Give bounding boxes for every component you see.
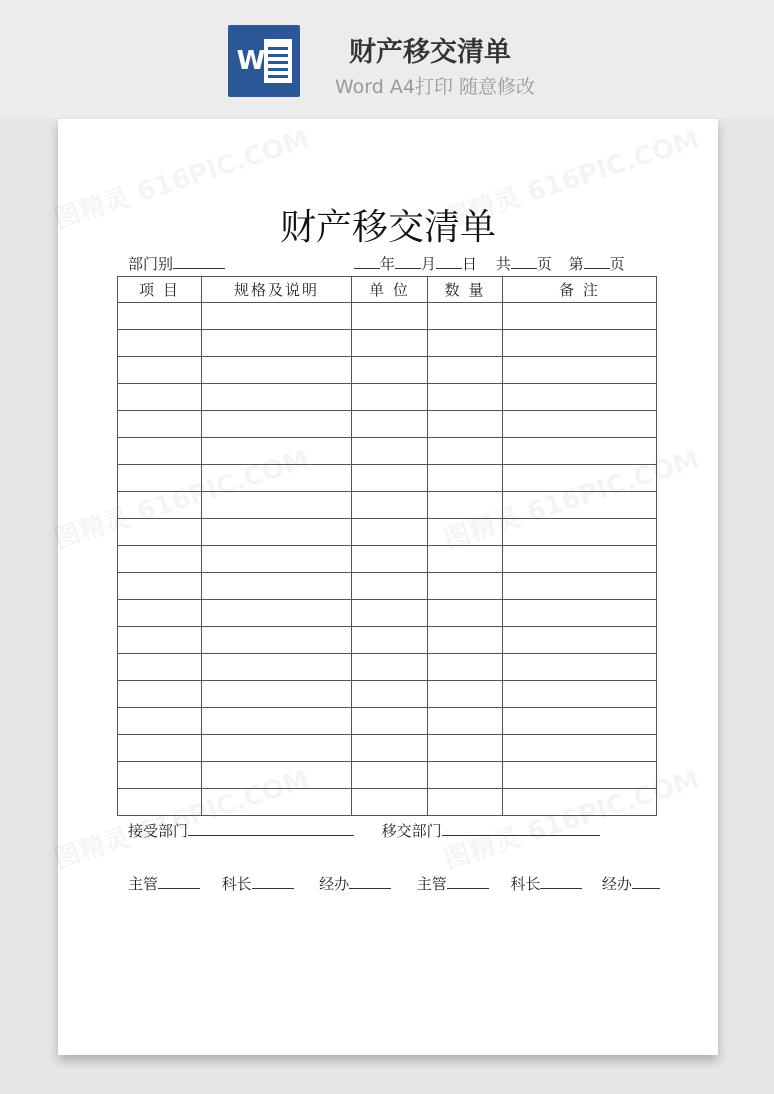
table-cell[interactable]	[503, 627, 657, 654]
table-cell[interactable]	[202, 330, 352, 357]
dept-blank[interactable]	[173, 253, 225, 269]
header-banner	[0, 0, 774, 118]
table-cell[interactable]	[428, 465, 503, 492]
table-cell[interactable]	[428, 573, 503, 600]
table-cell[interactable]	[352, 762, 428, 789]
table-cell[interactable]	[118, 735, 202, 762]
table-cell[interactable]	[202, 519, 352, 546]
no-blank[interactable]	[584, 253, 610, 269]
department-field	[128, 253, 225, 273]
table-cell[interactable]	[352, 654, 428, 681]
table-cell[interactable]	[352, 789, 428, 816]
table-cell[interactable]	[352, 735, 428, 762]
table-cell[interactable]	[428, 303, 503, 330]
table-cell[interactable]	[428, 681, 503, 708]
supervisor-blank[interactable]	[158, 873, 200, 889]
table-cell[interactable]	[352, 546, 428, 573]
table-cell[interactable]	[503, 708, 657, 735]
table-cell[interactable]	[352, 600, 428, 627]
table-cell[interactable]	[428, 438, 503, 465]
supervisor-blank-2[interactable]	[447, 873, 489, 889]
section-chief-label: 科长	[221, 875, 252, 893]
table-cell[interactable]	[428, 330, 503, 357]
table-cell[interactable]	[118, 654, 202, 681]
table-cell[interactable]	[503, 303, 657, 330]
table-row	[118, 384, 657, 411]
table-row	[118, 357, 657, 384]
table-cell[interactable]	[503, 519, 657, 546]
table-cell[interactable]	[118, 357, 202, 384]
supervisor-label: 主管	[128, 875, 159, 893]
day-label: 日	[462, 255, 478, 273]
table-cell[interactable]	[202, 762, 352, 789]
table-cell[interactable]	[503, 465, 657, 492]
table-row	[118, 465, 657, 492]
table-cell[interactable]	[352, 573, 428, 600]
table-cell[interactable]	[503, 735, 657, 762]
table-row	[118, 438, 657, 465]
table-cell[interactable]	[503, 654, 657, 681]
table-row	[118, 789, 657, 816]
table-cell[interactable]	[503, 789, 657, 816]
table-cell[interactable]	[118, 789, 202, 816]
table-cell[interactable]	[202, 546, 352, 573]
document-page	[58, 119, 718, 1055]
table-cell[interactable]	[202, 735, 352, 762]
table-cell[interactable]	[118, 465, 202, 492]
table-row	[118, 330, 657, 357]
table-cell[interactable]	[118, 438, 202, 465]
transfer-table	[117, 276, 657, 816]
handler-label-2: 经办	[601, 875, 632, 893]
table-cell[interactable]	[428, 546, 503, 573]
table-cell[interactable]	[202, 492, 352, 519]
banner-title: 财产移交清单	[349, 37, 511, 68]
banner-subtitle: Word A4打印 随意修改	[334, 76, 535, 98]
table-cell[interactable]	[202, 600, 352, 627]
signature-row	[128, 873, 660, 894]
table-cell[interactable]	[428, 492, 503, 519]
table-cell[interactable]	[118, 492, 202, 519]
table-cell[interactable]	[503, 681, 657, 708]
table-cell[interactable]	[352, 681, 428, 708]
table-cell[interactable]	[428, 357, 503, 384]
table-cell[interactable]	[202, 303, 352, 330]
section-chief-blank-2[interactable]	[540, 873, 582, 889]
table-cell[interactable]	[503, 411, 657, 438]
col-item: 项 目	[118, 277, 202, 303]
table-cell[interactable]	[118, 330, 202, 357]
table-cell[interactable]	[428, 600, 503, 627]
table-cell[interactable]	[428, 708, 503, 735]
table-cell[interactable]	[118, 303, 202, 330]
word-letter: W	[236, 46, 266, 76]
transfer-dept-label: 移交部门	[381, 822, 442, 840]
table-cell[interactable]	[118, 546, 202, 573]
table-cell[interactable]	[118, 384, 202, 411]
dept-sign-row	[128, 820, 600, 841]
table-row	[118, 303, 657, 330]
table-cell[interactable]	[428, 519, 503, 546]
table-row	[118, 708, 657, 735]
table-cell[interactable]	[202, 384, 352, 411]
table-row	[118, 600, 657, 627]
col-spec: 规格及说明	[202, 277, 352, 303]
document-title: 财产移交清单	[279, 207, 496, 248]
table-cell[interactable]	[428, 411, 503, 438]
table-cell[interactable]	[352, 384, 428, 411]
table-row	[118, 411, 657, 438]
table-cell[interactable]	[503, 384, 657, 411]
table-cell[interactable]	[202, 627, 352, 654]
table-cell[interactable]	[352, 303, 428, 330]
section-chief-blank[interactable]	[252, 873, 294, 889]
table-header-row	[118, 277, 657, 303]
table-cell[interactable]	[352, 627, 428, 654]
table-cell[interactable]	[202, 681, 352, 708]
table-cell[interactable]	[118, 573, 202, 600]
table-row	[118, 762, 657, 789]
day-blank[interactable]	[436, 253, 462, 269]
table-cell[interactable]	[428, 789, 503, 816]
table-cell[interactable]	[202, 357, 352, 384]
table-row	[118, 654, 657, 681]
table-cell[interactable]	[352, 465, 428, 492]
total-blank[interactable]	[511, 253, 537, 269]
table-cell[interactable]	[202, 654, 352, 681]
table-cell[interactable]	[202, 573, 352, 600]
table-cell[interactable]	[503, 762, 657, 789]
table-cell[interactable]	[352, 519, 428, 546]
table-row	[118, 492, 657, 519]
no-label: 第	[568, 255, 584, 273]
table-cell[interactable]	[428, 384, 503, 411]
table-row	[118, 546, 657, 573]
table-cell[interactable]	[202, 708, 352, 735]
table-cell[interactable]	[352, 438, 428, 465]
table-row	[118, 573, 657, 600]
table-cell[interactable]	[352, 411, 428, 438]
table-cell[interactable]	[118, 708, 202, 735]
table-cell[interactable]	[352, 492, 428, 519]
col-unit: 单 位	[352, 277, 428, 303]
table-cell[interactable]	[352, 330, 428, 357]
month-blank[interactable]	[395, 253, 421, 269]
handler-label: 经办	[319, 875, 350, 893]
table-cell[interactable]	[352, 357, 428, 384]
table-cell[interactable]	[118, 681, 202, 708]
table-cell[interactable]	[118, 411, 202, 438]
table-cell[interactable]	[428, 762, 503, 789]
table-cell[interactable]	[503, 573, 657, 600]
dept-label: 部门别	[128, 255, 174, 273]
date-page-field	[354, 253, 625, 273]
transfer-dept-blank[interactable]	[442, 820, 600, 836]
table-row	[118, 735, 657, 762]
table-cell[interactable]	[503, 330, 657, 357]
table-cell[interactable]	[428, 627, 503, 654]
table-cell[interactable]	[202, 438, 352, 465]
table-cell[interactable]	[428, 654, 503, 681]
table-cell[interactable]	[503, 492, 657, 519]
table-cell[interactable]	[503, 546, 657, 573]
year-label: 年	[380, 255, 396, 273]
page-label: 页	[536, 255, 552, 273]
total-label: 共	[495, 255, 511, 273]
table-cell[interactable]	[118, 627, 202, 654]
page-label-2: 页	[609, 255, 625, 273]
table-cell[interactable]	[202, 465, 352, 492]
supervisor-label-2: 主管	[416, 875, 447, 893]
table-row	[118, 627, 657, 654]
table-cell[interactable]	[118, 762, 202, 789]
receive-dept-blank[interactable]	[188, 820, 354, 836]
table-cell[interactable]	[118, 600, 202, 627]
word-icon	[228, 25, 300, 97]
table-cell[interactable]	[503, 438, 657, 465]
year-blank[interactable]	[354, 253, 380, 269]
table-body	[118, 303, 657, 816]
table-cell[interactable]	[503, 600, 657, 627]
table-cell[interactable]	[202, 411, 352, 438]
table-cell[interactable]	[503, 357, 657, 384]
section-chief-label-2: 科长	[510, 875, 541, 893]
month-label: 月	[421, 255, 437, 273]
col-remark: 备 注	[503, 277, 657, 303]
handler-blank-2[interactable]	[632, 873, 660, 889]
receive-dept-label: 接受部门	[128, 822, 189, 840]
table-cell[interactable]	[428, 735, 503, 762]
table-row	[118, 681, 657, 708]
col-quantity: 数 量	[428, 277, 503, 303]
table-cell[interactable]	[352, 708, 428, 735]
table-row	[118, 519, 657, 546]
handler-blank[interactable]	[349, 873, 391, 889]
table-cell[interactable]	[202, 789, 352, 816]
table-cell[interactable]	[118, 519, 202, 546]
